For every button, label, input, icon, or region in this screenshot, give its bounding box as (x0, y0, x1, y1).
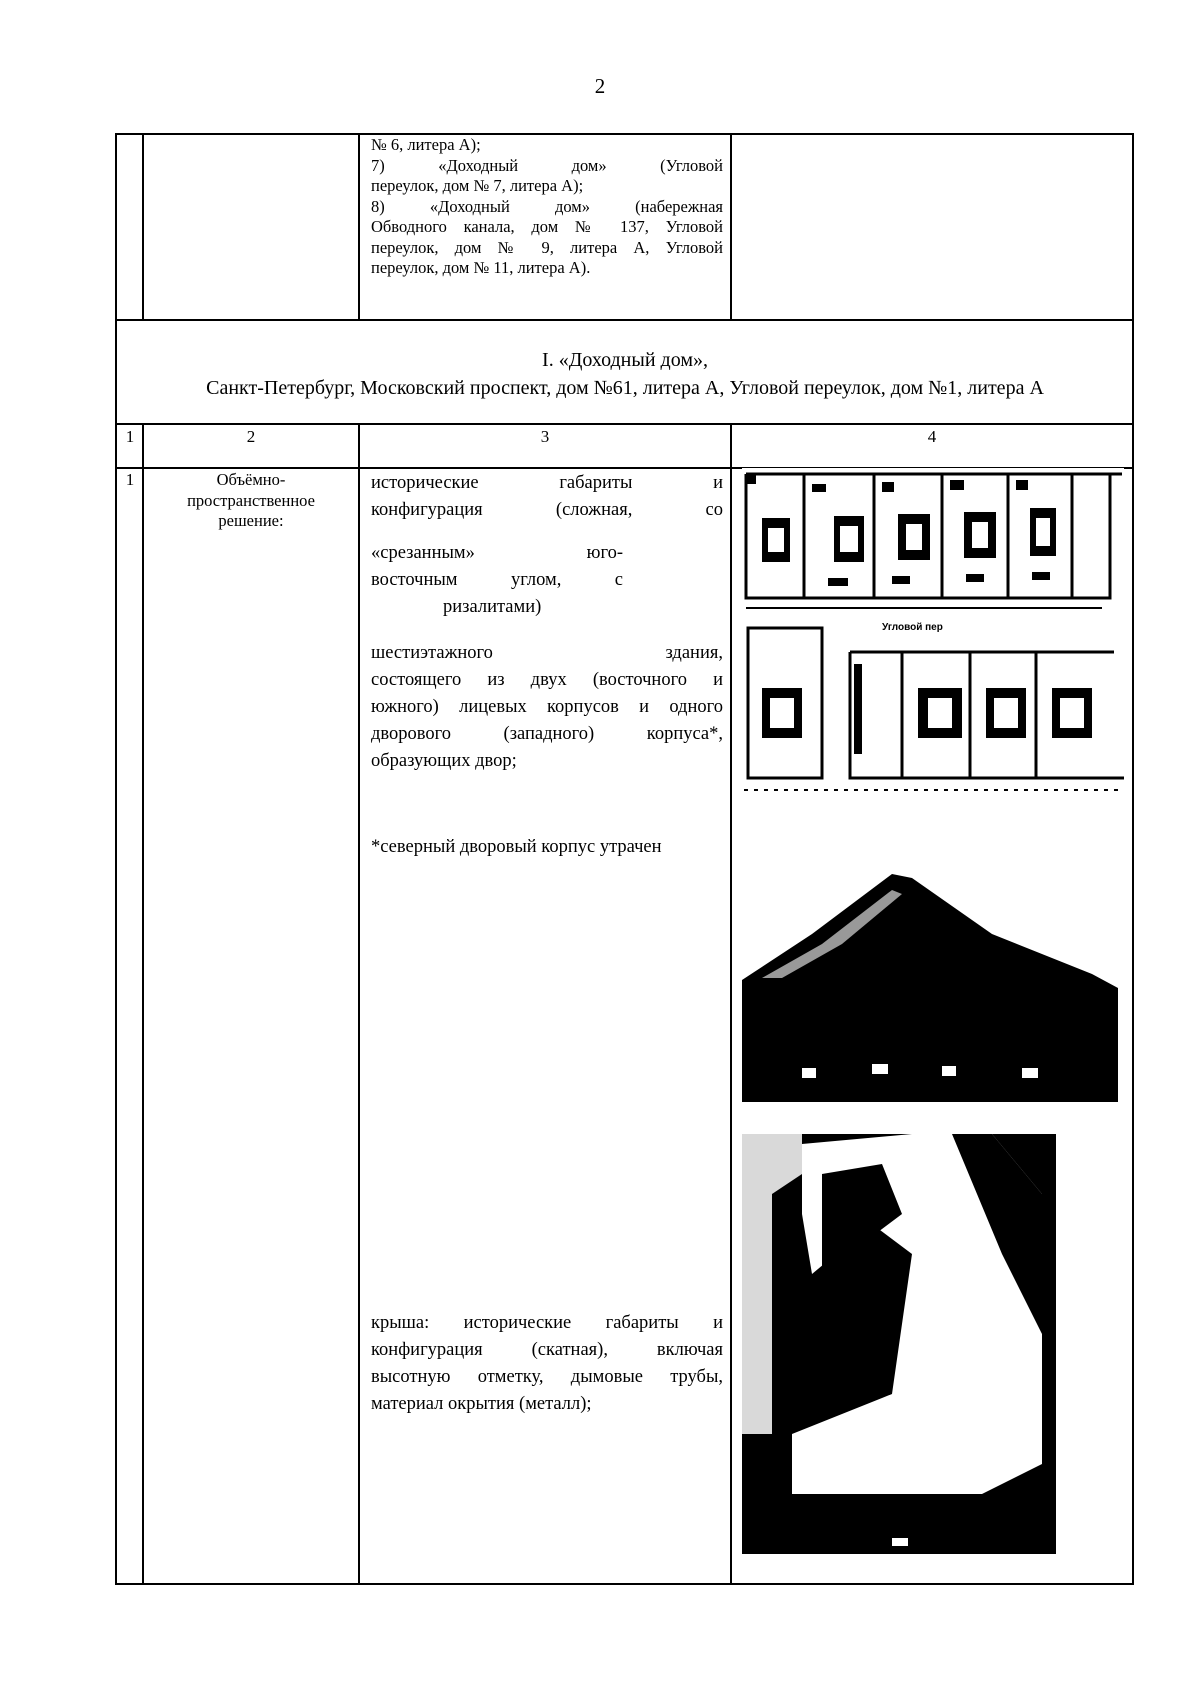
desc-line: состоящего из двух (восточного и (371, 670, 723, 690)
desc-line: материал окрытия (металл); (371, 1394, 592, 1414)
desc-line: восточным углом, с (371, 570, 623, 590)
page-number: 2 (594, 74, 606, 98)
col-divider-1 (142, 423, 144, 1585)
continued-list (371, 135, 723, 279)
col-divider-3-top (730, 133, 732, 321)
desc-block-1b (371, 540, 623, 621)
desc-line: конфигурация (скатная), включая (371, 1340, 723, 1360)
col-divider-2 (358, 423, 360, 1585)
row-number: 1 (125, 470, 135, 489)
list-line: Обводного канала, дом № 137, Угловой (371, 217, 723, 236)
desc-line: исторические габариты и (371, 473, 723, 493)
desc-line: конфигурация (сложная, со (371, 500, 723, 520)
row-label-line: пространственное (187, 490, 315, 510)
list-line: переулок, дом № 11, литера А). (371, 258, 591, 277)
plan-street-label: Угловой пер (882, 622, 943, 633)
facade-photo (742, 874, 1118, 1102)
row-divider-section-bottom (115, 423, 1134, 425)
section-heading-title: I. «Доходный дом», (542, 349, 708, 371)
row-label-line: Объёмно- (216, 470, 286, 489)
column-number-4: 4 (927, 427, 937, 446)
col-divider-1-top (142, 133, 144, 321)
desc-line: крыша: исторические габариты и (371, 1313, 723, 1333)
desc-line: образующих двор; (371, 751, 517, 771)
desc-line: шестиэтажного здания, (371, 643, 723, 663)
table-border-bottom (115, 1583, 1134, 1585)
site-plan-image (742, 468, 1124, 793)
col-divider-3 (730, 423, 732, 1585)
list-line: переулок, дом № 7, литера А); (371, 176, 584, 195)
aerial-photo (742, 1134, 1056, 1554)
footnote-text: *северный дворовый корпус утрачен (371, 837, 662, 857)
desc-line: южного) лицевых корпусов и одного (371, 697, 723, 717)
section-heading-address: Санкт-Петербург, Московский проспект, дом №61, литера А, Угловой переулок, дом №1, литера А (206, 377, 1044, 399)
column-number-3: 3 (540, 427, 550, 446)
list-line: переулок, дом № 9, литера А, Угловой (371, 237, 723, 257)
desc-line: «срезанным» юго- (371, 543, 623, 563)
desc-block-2 (371, 640, 723, 775)
row-divider-section-top (115, 319, 1134, 321)
list-line: 7) «Доходный дом» (Угловой (371, 155, 723, 175)
roof-description (371, 1310, 723, 1418)
row-label (144, 470, 358, 532)
footnote (371, 834, 723, 861)
row-label-line: решение: (218, 511, 284, 530)
desc-line: высотную отметку, дымовые трубы, (371, 1367, 723, 1387)
col-divider-2-top (358, 133, 360, 321)
column-number-2: 2 (246, 427, 256, 446)
column-number-1: 1 (125, 427, 135, 446)
list-line: 8) «Доходный дом» (набережная (371, 196, 723, 216)
desc-block-1a (371, 470, 723, 524)
list-line: № 6, литера А); (371, 135, 481, 154)
desc-line: дворового (западного) корпуса*, (371, 724, 723, 744)
section-heading (117, 346, 1133, 402)
desc-line: ризалитами) (443, 597, 542, 617)
